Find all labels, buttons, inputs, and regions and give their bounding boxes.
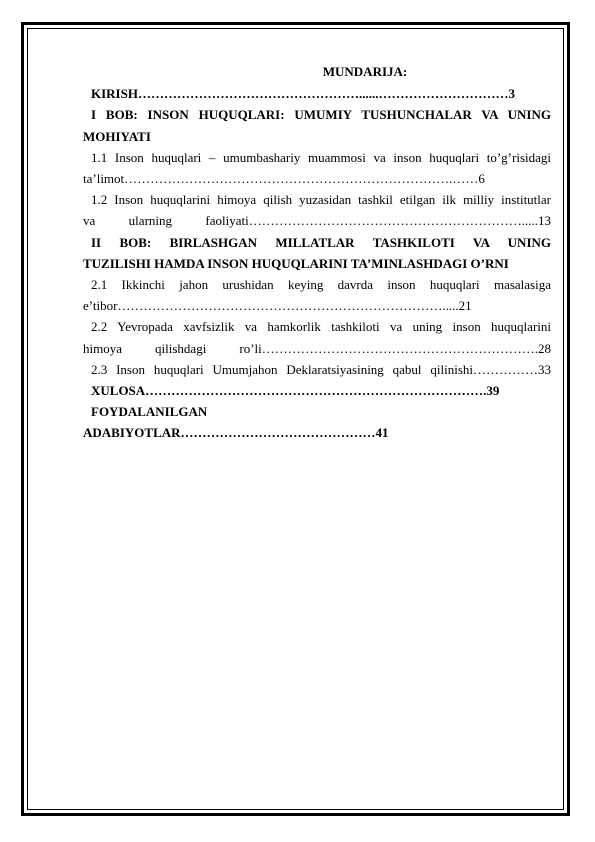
toc-entry-line: I BOB: INSON HUQUQLARI: UMUMIY TUSHUNCHALAR VA UNING — [91, 107, 551, 123]
toc-entry-line: XULOSA…………………………………………………………………….39 — [91, 383, 500, 399]
toc-entry-line: TUZILISHI HAMDA INSON HUQUQLARINI TA’MINLASHDAGI O’RNI — [83, 255, 509, 271]
toc-entry-1-2 — [83, 189, 551, 231]
toc-entry-2-3 — [87, 359, 551, 380]
toc-entry-line: va ularning faoliyati……………………………………………………….....13 — [83, 213, 551, 229]
toc-entry-line: 2.2 Yevropada xavfsizlik va hamkorlik tashkiloti va uning inson huquqlarini — [91, 319, 551, 335]
toc-entry-line: 2.3 Inson huquqlari Umumjahon Deklaratsiyasining qabul qilinishi……………33 — [91, 361, 551, 377]
toc-entry-line: 2.1 Ikkinchi jahon urushidan keying davrda inson huquqlari masalasiga — [91, 277, 551, 293]
toc-entry-line: 1.1 Inson huquqlari – umumbashariy muammosi va inson huquqlari to’g’risidagi — [91, 149, 551, 165]
toc-entry-line: MOHIYATI — [83, 128, 151, 144]
toc-entry-xulosa — [87, 380, 551, 401]
toc-entry-line: e’tibor………………………………………………………………….....21 — [83, 298, 472, 314]
toc-entry-2-1 — [83, 274, 551, 316]
toc-entry-line: ta’limot………………………………………………………………….……6 — [83, 171, 485, 187]
toc-entry-line: II BOB: BIRLASHGAN MILLATLAR TASHKILOTI VA UNING — [91, 234, 551, 250]
toc-entry-kirish — [87, 83, 551, 104]
toc-entry-2-2 — [83, 316, 551, 358]
toc-entry-1-1 — [83, 147, 551, 189]
toc-title: MUNDARIJA: — [322, 64, 408, 79]
toc-entry-line: FOYDALANILGAN — [91, 404, 208, 420]
toc-entry-adabiyotlar — [83, 401, 551, 443]
toc-entry-text: KIRISH……………………………………………......…………………………3 — [91, 86, 515, 102]
toc-entry-line: 1.2 Inson huquqlarini himoya qilish yuzasidan tashkil etilgan ilk milliy institutlar — [91, 192, 551, 208]
toc-entry-line: himoya qilishdagi ro’li……………………………………………………….28 — [83, 340, 551, 356]
table-of-contents — [83, 61, 551, 444]
toc-entry-chapter-1 — [83, 104, 551, 146]
toc-entry-line: ADABIYOTLAR………………………………………41 — [83, 425, 389, 441]
toc-entry-chapter-2 — [83, 232, 551, 274]
